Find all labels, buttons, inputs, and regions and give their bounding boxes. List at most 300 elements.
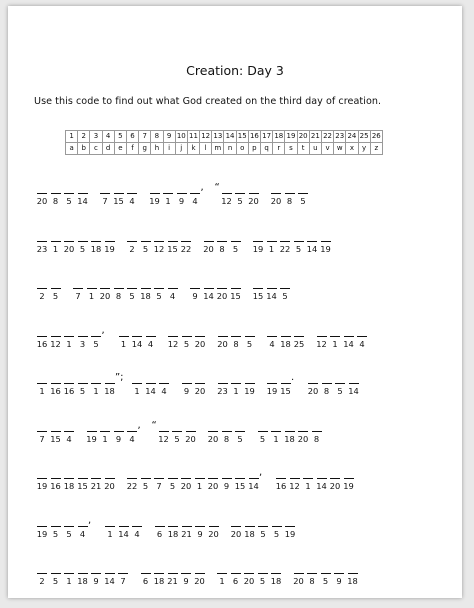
letter-slot[interactable]	[284, 420, 296, 445]
letter-slot[interactable]	[63, 467, 75, 492]
letter-slot[interactable]	[145, 325, 157, 350]
answer-blank[interactable]	[87, 420, 97, 432]
letter-slot[interactable]	[257, 562, 269, 587]
letter-slot[interactable]	[50, 325, 62, 350]
answer-blank[interactable]	[267, 277, 277, 289]
answer-blank[interactable]	[64, 467, 74, 479]
answer-blank[interactable]	[105, 562, 115, 574]
answer-blank[interactable]	[285, 420, 295, 432]
letter-slot[interactable]	[99, 277, 111, 302]
letter-slot[interactable]	[275, 467, 287, 492]
letter-slot[interactable]	[348, 372, 360, 397]
answer-blank[interactable]	[105, 372, 115, 384]
letter-slot[interactable]	[63, 515, 75, 540]
letter-slot[interactable]	[293, 325, 305, 350]
answer-blank[interactable]	[37, 230, 47, 242]
letter-slot[interactable]	[36, 230, 48, 255]
answer-blank[interactable]	[317, 325, 327, 337]
letter-slot[interactable]	[216, 230, 228, 255]
answer-blank[interactable]	[168, 515, 178, 527]
letter-slot[interactable]	[347, 562, 359, 587]
letter-slot[interactable]	[36, 372, 48, 397]
answer-blank[interactable]	[195, 562, 205, 574]
answer-blank[interactable]	[321, 562, 331, 574]
answer-blank[interactable]	[195, 325, 205, 337]
letter-slot[interactable]	[279, 230, 291, 255]
answer-blank[interactable]	[91, 372, 101, 384]
letter-slot[interactable]	[297, 420, 309, 445]
letter-slot[interactable]	[167, 230, 179, 255]
letter-slot[interactable]	[117, 562, 129, 587]
letter-slot[interactable]	[167, 515, 179, 540]
letter-slot[interactable]	[270, 182, 282, 207]
letter-slot[interactable]	[140, 230, 152, 255]
answer-blank[interactable]	[159, 372, 169, 384]
letter-slot[interactable]	[221, 182, 233, 207]
answer-blank[interactable]	[73, 277, 83, 289]
letter-slot[interactable]	[230, 325, 242, 350]
answer-blank[interactable]	[249, 182, 259, 194]
answer-blank[interactable]	[294, 230, 304, 242]
letter-slot[interactable]	[36, 467, 48, 492]
letter-slot[interactable]	[50, 372, 62, 397]
letter-slot[interactable]	[243, 562, 255, 587]
letter-slot[interactable]	[126, 182, 138, 207]
answer-blank[interactable]	[127, 467, 137, 479]
letter-slot[interactable]	[104, 372, 116, 397]
letter-slot[interactable]	[154, 515, 166, 540]
letter-slot[interactable]	[266, 372, 278, 397]
letter-slot[interactable]	[104, 515, 116, 540]
letter-slot[interactable]	[284, 515, 296, 540]
answer-blank[interactable]	[64, 325, 74, 337]
answer-blank[interactable]	[349, 372, 359, 384]
answer-blank[interactable]	[218, 325, 228, 337]
letter-slot[interactable]	[171, 420, 183, 445]
answer-blank[interactable]	[267, 372, 277, 384]
answer-blank[interactable]	[127, 420, 137, 432]
answer-blank[interactable]	[119, 325, 129, 337]
answer-blank[interactable]	[195, 372, 205, 384]
answer-blank[interactable]	[91, 230, 101, 242]
letter-slot[interactable]	[63, 372, 75, 397]
answer-blank[interactable]	[294, 562, 304, 574]
answer-blank[interactable]	[348, 562, 358, 574]
answer-blank[interactable]	[51, 182, 61, 194]
letter-slot[interactable]	[77, 325, 89, 350]
letter-slot[interactable]	[194, 515, 206, 540]
answer-blank[interactable]	[37, 515, 47, 527]
letter-slot[interactable]	[306, 562, 318, 587]
answer-blank[interactable]	[168, 230, 178, 242]
letter-slot[interactable]	[50, 182, 62, 207]
answer-blank[interactable]	[344, 325, 354, 337]
answer-blank[interactable]	[78, 515, 88, 527]
answer-blank[interactable]	[330, 467, 340, 479]
answer-blank[interactable]	[204, 277, 214, 289]
answer-blank[interactable]	[91, 467, 101, 479]
letter-slot[interactable]	[86, 420, 98, 445]
answer-blank[interactable]	[159, 420, 169, 432]
answer-blank[interactable]	[231, 372, 241, 384]
letter-slot[interactable]	[153, 230, 165, 255]
answer-blank[interactable]	[322, 372, 332, 384]
answer-blank[interactable]	[64, 182, 74, 194]
letter-slot[interactable]	[207, 467, 219, 492]
letter-slot[interactable]	[90, 467, 102, 492]
letter-slot[interactable]	[72, 277, 84, 302]
answer-blank[interactable]	[357, 325, 367, 337]
letter-slot[interactable]	[36, 182, 48, 207]
letter-slot[interactable]	[248, 182, 260, 207]
answer-blank[interactable]	[217, 277, 227, 289]
letter-slot[interactable]	[36, 562, 48, 587]
letter-slot[interactable]	[63, 182, 75, 207]
letter-slot[interactable]	[334, 372, 346, 397]
letter-slot[interactable]	[230, 515, 242, 540]
answer-blank[interactable]	[132, 515, 142, 527]
letter-slot[interactable]	[167, 562, 179, 587]
letter-slot[interactable]	[36, 420, 48, 445]
letter-slot[interactable]	[140, 467, 152, 492]
answer-blank[interactable]	[217, 230, 227, 242]
answer-blank[interactable]	[154, 467, 164, 479]
answer-blank[interactable]	[334, 562, 344, 574]
letter-slot[interactable]	[162, 182, 174, 207]
letter-slot[interactable]	[333, 562, 345, 587]
letter-slot[interactable]	[131, 372, 143, 397]
answer-blank[interactable]	[235, 420, 245, 432]
letter-slot[interactable]	[104, 230, 116, 255]
letter-slot[interactable]	[131, 515, 143, 540]
answer-blank[interactable]	[231, 562, 241, 574]
answer-blank[interactable]	[182, 372, 192, 384]
letter-slot[interactable]	[280, 325, 292, 350]
letter-slot[interactable]	[145, 372, 157, 397]
answer-blank[interactable]	[51, 277, 61, 289]
letter-slot[interactable]	[185, 420, 197, 445]
answer-blank[interactable]	[245, 515, 255, 527]
letter-slot[interactable]	[230, 372, 242, 397]
letter-slot[interactable]	[113, 277, 125, 302]
answer-blank[interactable]	[78, 562, 88, 574]
letter-slot[interactable]	[356, 325, 368, 350]
answer-blank[interactable]	[182, 325, 192, 337]
letter-slot[interactable]	[293, 230, 305, 255]
answer-blank[interactable]	[127, 182, 137, 194]
answer-blank[interactable]	[141, 230, 151, 242]
letter-slot[interactable]	[266, 230, 278, 255]
answer-blank[interactable]	[181, 230, 191, 242]
letter-slot[interactable]	[321, 372, 333, 397]
answer-blank[interactable]	[208, 467, 218, 479]
answer-blank[interactable]	[222, 182, 232, 194]
letter-slot[interactable]	[118, 325, 130, 350]
answer-blank[interactable]	[51, 562, 61, 574]
answer-blank[interactable]	[146, 325, 156, 337]
answer-blank[interactable]	[114, 182, 124, 194]
letter-slot[interactable]	[266, 325, 278, 350]
answer-blank[interactable]	[141, 277, 151, 289]
answer-blank[interactable]	[51, 372, 61, 384]
letter-slot[interactable]	[149, 182, 161, 207]
answer-blank[interactable]	[91, 562, 101, 574]
answer-blank[interactable]	[150, 182, 160, 194]
answer-blank[interactable]	[146, 372, 156, 384]
answer-blank[interactable]	[51, 467, 61, 479]
answer-blank[interactable]	[114, 420, 124, 432]
letter-slot[interactable]	[50, 562, 62, 587]
letter-slot[interactable]	[289, 467, 301, 492]
letter-slot[interactable]	[153, 277, 165, 302]
answer-blank[interactable]	[294, 325, 304, 337]
letter-slot[interactable]	[306, 230, 318, 255]
letter-slot[interactable]	[113, 182, 125, 207]
letter-slot[interactable]	[329, 467, 341, 492]
answer-blank[interactable]	[281, 372, 291, 384]
letter-slot[interactable]	[203, 230, 215, 255]
letter-slot[interactable]	[104, 467, 116, 492]
letter-slot[interactable]	[320, 230, 332, 255]
answer-blank[interactable]	[303, 467, 313, 479]
letter-slot[interactable]	[36, 325, 48, 350]
answer-blank[interactable]	[190, 277, 200, 289]
letter-slot[interactable]	[194, 372, 206, 397]
letter-slot[interactable]	[63, 420, 75, 445]
answer-blank[interactable]	[217, 562, 227, 574]
letter-slot[interactable]	[50, 420, 62, 445]
letter-slot[interactable]	[126, 230, 138, 255]
letter-slot[interactable]	[343, 467, 355, 492]
answer-blank[interactable]	[91, 325, 101, 337]
answer-blank[interactable]	[37, 325, 47, 337]
answer-blank[interactable]	[168, 277, 178, 289]
answer-blank[interactable]	[100, 182, 110, 194]
letter-slot[interactable]	[307, 372, 319, 397]
answer-blank[interactable]	[280, 230, 290, 242]
letter-slot[interactable]	[50, 230, 62, 255]
letter-slot[interactable]	[257, 420, 269, 445]
letter-slot[interactable]	[90, 325, 102, 350]
answer-blank[interactable]	[321, 230, 331, 242]
answer-blank[interactable]	[258, 515, 268, 527]
letter-slot[interactable]	[77, 562, 89, 587]
letter-slot[interactable]	[257, 515, 269, 540]
answer-blank[interactable]	[127, 230, 137, 242]
letter-slot[interactable]	[181, 372, 193, 397]
letter-slot[interactable]	[77, 514, 92, 540]
answer-blank[interactable]	[208, 420, 218, 432]
answer-blank[interactable]	[218, 372, 228, 384]
letter-slot[interactable]	[36, 277, 48, 302]
answer-blank[interactable]	[244, 562, 254, 574]
letter-slot[interactable]	[180, 562, 192, 587]
answer-blank[interactable]	[209, 515, 219, 527]
answer-blank[interactable]	[290, 467, 300, 479]
letter-slot[interactable]	[244, 372, 256, 397]
answer-blank[interactable]	[64, 562, 74, 574]
letter-slot[interactable]	[244, 515, 256, 540]
answer-blank[interactable]	[267, 230, 277, 242]
letter-slot[interactable]	[216, 562, 228, 587]
letter-slot[interactable]	[63, 562, 75, 587]
answer-blank[interactable]	[231, 515, 241, 527]
answer-blank[interactable]	[105, 515, 115, 527]
answer-blank[interactable]	[154, 562, 164, 574]
answer-blank[interactable]	[78, 182, 88, 194]
answer-blank[interactable]	[100, 277, 110, 289]
answer-blank[interactable]	[276, 467, 286, 479]
letter-slot[interactable]	[221, 420, 233, 445]
answer-blank[interactable]	[37, 467, 47, 479]
answer-blank[interactable]	[307, 230, 317, 242]
answer-blank[interactable]	[272, 515, 282, 527]
letter-slot[interactable]	[77, 467, 89, 492]
letter-slot[interactable]	[270, 562, 282, 587]
letter-slot[interactable]	[230, 562, 242, 587]
answer-blank[interactable]	[245, 325, 255, 337]
letter-slot[interactable]	[189, 277, 201, 302]
letter-slot[interactable]	[90, 562, 102, 587]
letter-slot[interactable]	[252, 230, 264, 255]
answer-blank[interactable]	[105, 230, 115, 242]
letter-slot[interactable]	[189, 182, 201, 207]
answer-blank[interactable]	[64, 420, 74, 432]
letter-slot[interactable]	[217, 325, 229, 350]
answer-blank[interactable]	[87, 277, 97, 289]
answer-blank[interactable]	[235, 467, 245, 479]
letter-slot[interactable]	[50, 277, 62, 302]
answer-blank[interactable]	[231, 277, 241, 289]
letter-slot[interactable]	[207, 420, 219, 445]
answer-blank[interactable]	[271, 182, 281, 194]
letter-slot[interactable]	[248, 467, 263, 492]
letter-slot[interactable]	[329, 325, 341, 350]
answer-blank[interactable]	[105, 467, 115, 479]
letter-slot[interactable]	[252, 277, 264, 302]
letter-slot[interactable]	[180, 230, 192, 255]
answer-blank[interactable]	[195, 515, 205, 527]
answer-blank[interactable]	[78, 372, 88, 384]
answer-blank[interactable]	[163, 182, 173, 194]
answer-blank[interactable]	[195, 467, 205, 479]
answer-blank[interactable]	[335, 372, 345, 384]
answer-blank[interactable]	[308, 372, 318, 384]
letter-slot[interactable]	[208, 515, 220, 540]
letter-slot[interactable]	[343, 325, 355, 350]
answer-blank[interactable]	[222, 467, 232, 479]
answer-blank[interactable]	[37, 277, 47, 289]
answer-blank[interactable]	[280, 277, 290, 289]
letter-slot[interactable]	[90, 230, 102, 255]
answer-blank[interactable]	[271, 420, 281, 432]
answer-blank[interactable]	[271, 562, 281, 574]
letter-slot[interactable]	[113, 420, 125, 445]
answer-blank[interactable]	[132, 325, 142, 337]
letter-slot[interactable]	[126, 467, 138, 492]
letter-slot[interactable]	[50, 467, 62, 492]
answer-blank[interactable]	[154, 230, 164, 242]
letter-slot[interactable]	[176, 182, 188, 207]
letter-slot[interactable]	[50, 515, 62, 540]
answer-blank[interactable]	[132, 372, 142, 384]
answer-blank[interactable]	[312, 420, 322, 432]
letter-slot[interactable]	[293, 562, 305, 587]
answer-blank[interactable]	[181, 562, 191, 574]
answer-blank[interactable]	[78, 467, 88, 479]
answer-blank[interactable]	[253, 277, 263, 289]
letter-slot[interactable]	[99, 420, 111, 445]
answer-blank[interactable]	[245, 372, 255, 384]
answer-blank[interactable]	[253, 230, 263, 242]
answer-blank[interactable]	[235, 182, 245, 194]
answer-blank[interactable]	[37, 372, 47, 384]
letter-slot[interactable]	[86, 277, 98, 302]
answer-blank[interactable]	[177, 182, 187, 194]
letter-slot[interactable]	[99, 182, 111, 207]
letter-slot[interactable]	[280, 372, 295, 397]
letter-slot[interactable]	[244, 325, 256, 350]
answer-blank[interactable]	[51, 325, 61, 337]
answer-blank[interactable]	[186, 420, 196, 432]
answer-blank[interactable]	[51, 515, 61, 527]
answer-blank[interactable]	[37, 562, 47, 574]
letter-slot[interactable]	[140, 277, 152, 302]
letter-slot[interactable]	[203, 277, 215, 302]
letter-slot[interactable]	[63, 230, 75, 255]
answer-blank[interactable]	[344, 467, 354, 479]
answer-blank[interactable]	[100, 420, 110, 432]
letter-slot[interactable]	[77, 182, 89, 207]
letter-slot[interactable]	[77, 230, 89, 255]
answer-blank[interactable]	[330, 325, 340, 337]
answer-blank[interactable]	[37, 420, 47, 432]
letter-slot[interactable]	[320, 562, 332, 587]
answer-blank[interactable]	[141, 562, 151, 574]
answer-blank[interactable]	[114, 277, 124, 289]
letter-slot[interactable]	[180, 467, 192, 492]
letter-slot[interactable]	[194, 467, 206, 492]
answer-blank[interactable]	[78, 325, 88, 337]
letter-slot[interactable]	[140, 562, 152, 587]
letter-slot[interactable]	[181, 515, 193, 540]
letter-slot[interactable]	[126, 277, 138, 302]
letter-slot[interactable]	[230, 277, 242, 302]
answer-blank[interactable]	[155, 515, 165, 527]
letter-slot[interactable]	[279, 277, 291, 302]
letter-slot[interactable]	[230, 230, 242, 255]
letter-slot[interactable]	[131, 325, 143, 350]
answer-blank[interactable]	[154, 277, 164, 289]
letter-slot[interactable]	[158, 420, 170, 445]
answer-blank[interactable]	[249, 467, 259, 479]
letter-slot[interactable]	[217, 372, 229, 397]
answer-blank[interactable]	[182, 515, 192, 527]
answer-blank[interactable]	[258, 562, 268, 574]
letter-slot[interactable]	[297, 182, 309, 207]
letter-slot[interactable]	[266, 277, 278, 302]
answer-blank[interactable]	[168, 467, 178, 479]
letter-slot[interactable]	[126, 420, 138, 445]
answer-blank[interactable]	[141, 467, 151, 479]
answer-blank[interactable]	[281, 325, 291, 337]
answer-blank[interactable]	[285, 515, 295, 527]
letter-slot[interactable]	[104, 562, 116, 587]
answer-blank[interactable]	[127, 277, 137, 289]
answer-blank[interactable]	[231, 325, 241, 337]
answer-blank[interactable]	[64, 230, 74, 242]
answer-blank[interactable]	[181, 467, 191, 479]
